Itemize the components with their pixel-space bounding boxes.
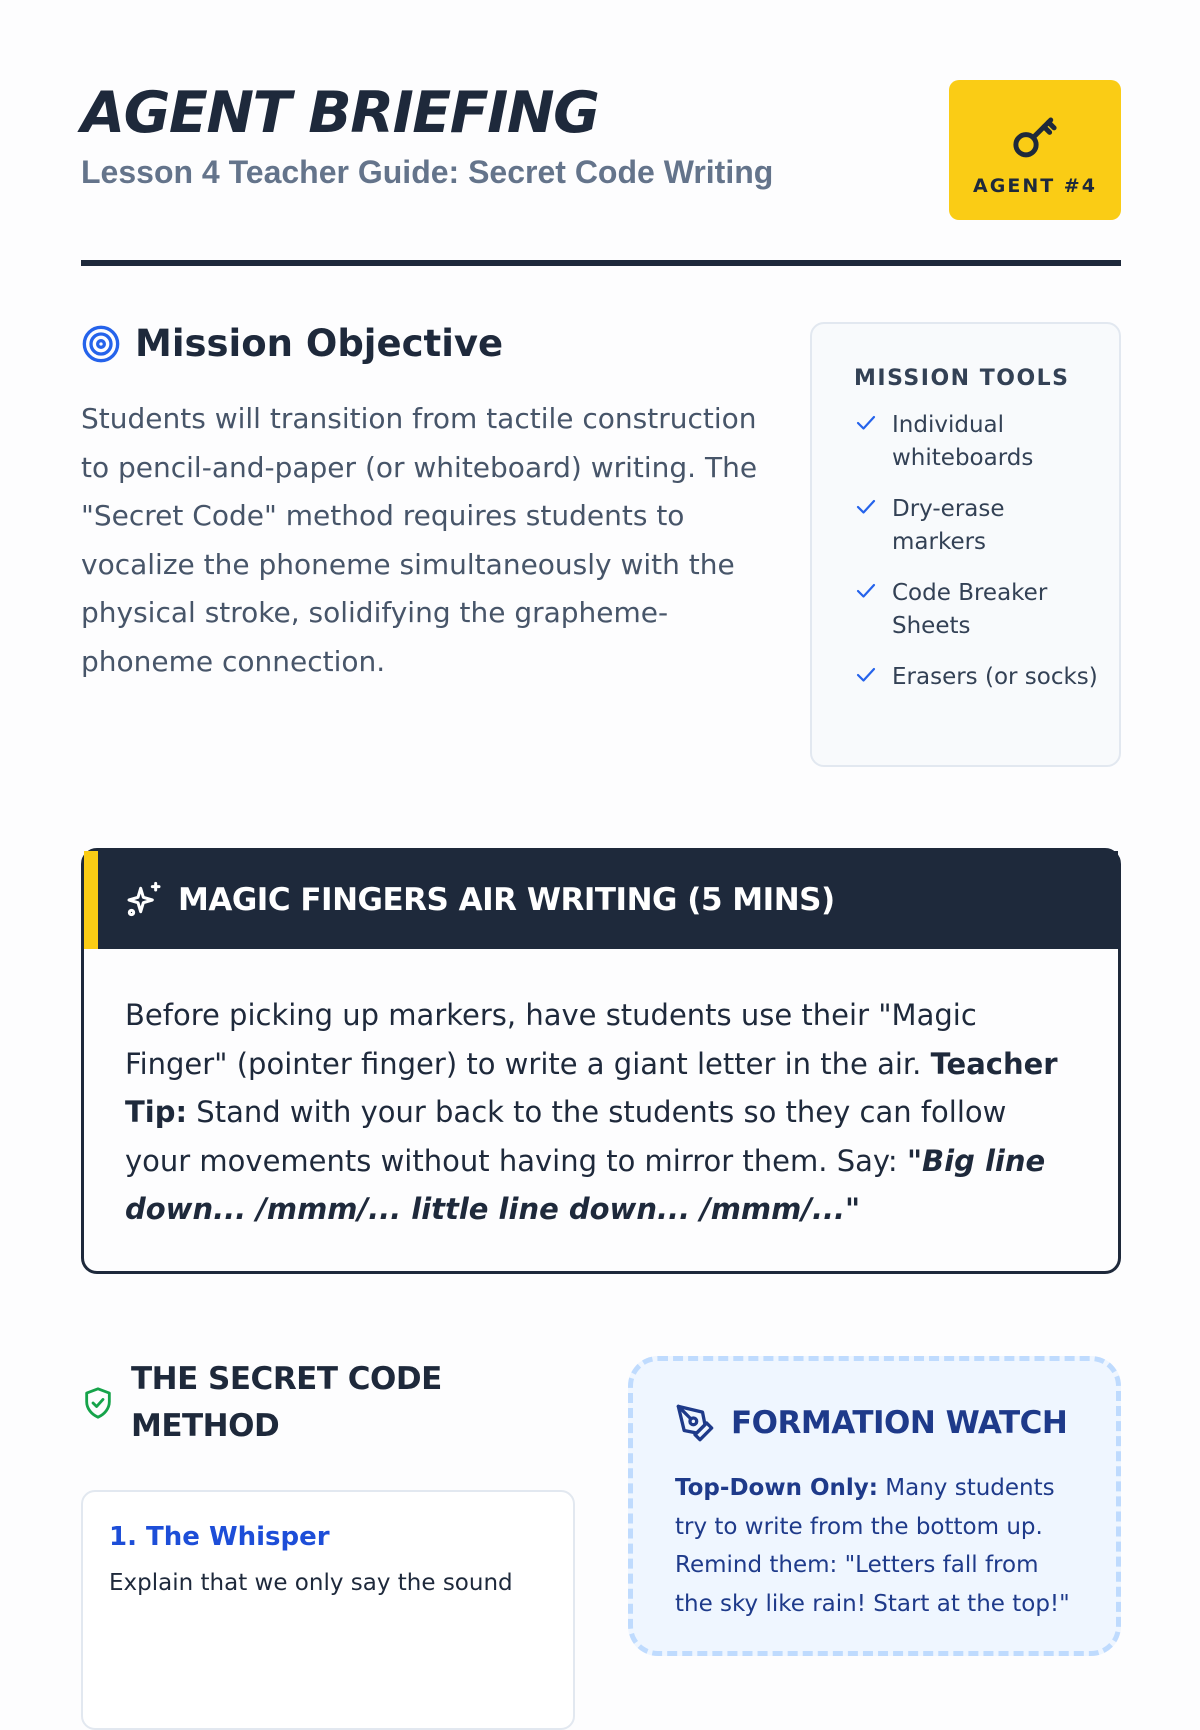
magic-fingers-card <box>81 848 1121 1274</box>
shield-check-icon <box>81 1384 115 1422</box>
mission-tools-panel <box>810 322 1121 767</box>
tools-title: MISSION TOOLS <box>854 366 1070 391</box>
objective-heading-row <box>81 322 761 365</box>
watch-text <box>675 1469 1076 1623</box>
agent-badge <box>949 80 1121 220</box>
tool-item <box>854 661 1099 694</box>
page-title: AGENT BRIEFING <box>81 80 599 146</box>
tool-item <box>854 577 1099 643</box>
magic-fingers-header <box>84 851 1118 949</box>
pen-tool-icon <box>675 1403 715 1443</box>
magic-text-before: Before picking up markers, have students use their "Magic Finger" (pointer finger) to write a giant letter in the air. <box>125 998 977 1081</box>
method-heading-row <box>81 1356 581 1450</box>
watch-label: Top-Down Only: <box>675 1475 878 1501</box>
tool-label: Code Breaker Sheets <box>892 580 1048 639</box>
tool-label: Erasers (or socks) <box>892 664 1098 690</box>
method-title: THE SECRET CODE METHOD <box>131 1361 442 1444</box>
method-step-card <box>81 1490 575 1730</box>
watch-title: FORMATION WATCH <box>731 1405 1068 1441</box>
tool-label: Individual whiteboards <box>892 412 1034 471</box>
tool-item <box>854 409 1099 475</box>
secret-code-method-section <box>81 1356 581 1730</box>
page-subtitle: Lesson 4 Teacher Guide: Secret Code Writing <box>81 154 774 190</box>
badge-label: AGENT #4 <box>973 175 1097 197</box>
magic-quote: "Big line down... /mmm/... little line down... /mmm/..." <box>125 1143 1046 1226</box>
check-icon <box>854 495 878 519</box>
tool-item <box>854 493 1099 559</box>
watch-body: Many students try to write from the bottom up. Remind them: "Letters fall from the sky like rain! Start at the top!" <box>675 1475 1070 1617</box>
check-icon <box>854 579 878 603</box>
step-text: Explain that we only say the sound <box>109 1570 513 1596</box>
target-icon <box>81 324 121 364</box>
objective-heading: Mission Objective <box>135 322 504 365</box>
tool-label: Dry-erase markers <box>892 496 1005 555</box>
step-title: 1. The Whisper <box>109 1522 330 1552</box>
key-icon <box>1008 111 1062 165</box>
objective-text: Students will transition from tactile construction to pencil-and-paper (or whiteboard) writing. The "Secret Code" method requires students to vocalize the phoneme simultaneously with the physical stroke, solidifying the grapheme-phoneme connection. <box>81 402 758 678</box>
magic-fingers-title: MAGIC FINGERS AIR WRITING (5 MINS) <box>178 882 835 918</box>
formation-watch-panel <box>628 1356 1121 1656</box>
sparkles-icon <box>124 880 164 920</box>
header-divider <box>81 260 1121 266</box>
mission-objective-section <box>81 322 761 686</box>
check-icon <box>854 411 878 435</box>
watch-heading-row <box>675 1403 1076 1443</box>
magic-text-after: Stand with your back to the students so they can follow your movements without having to mirror them. Say: <box>125 1095 1007 1178</box>
magic-fingers-text <box>84 949 1118 1234</box>
check-icon <box>854 663 878 687</box>
teacher-tip-label: Teacher Tip: <box>125 1046 1058 1129</box>
page-header <box>81 80 1121 220</box>
